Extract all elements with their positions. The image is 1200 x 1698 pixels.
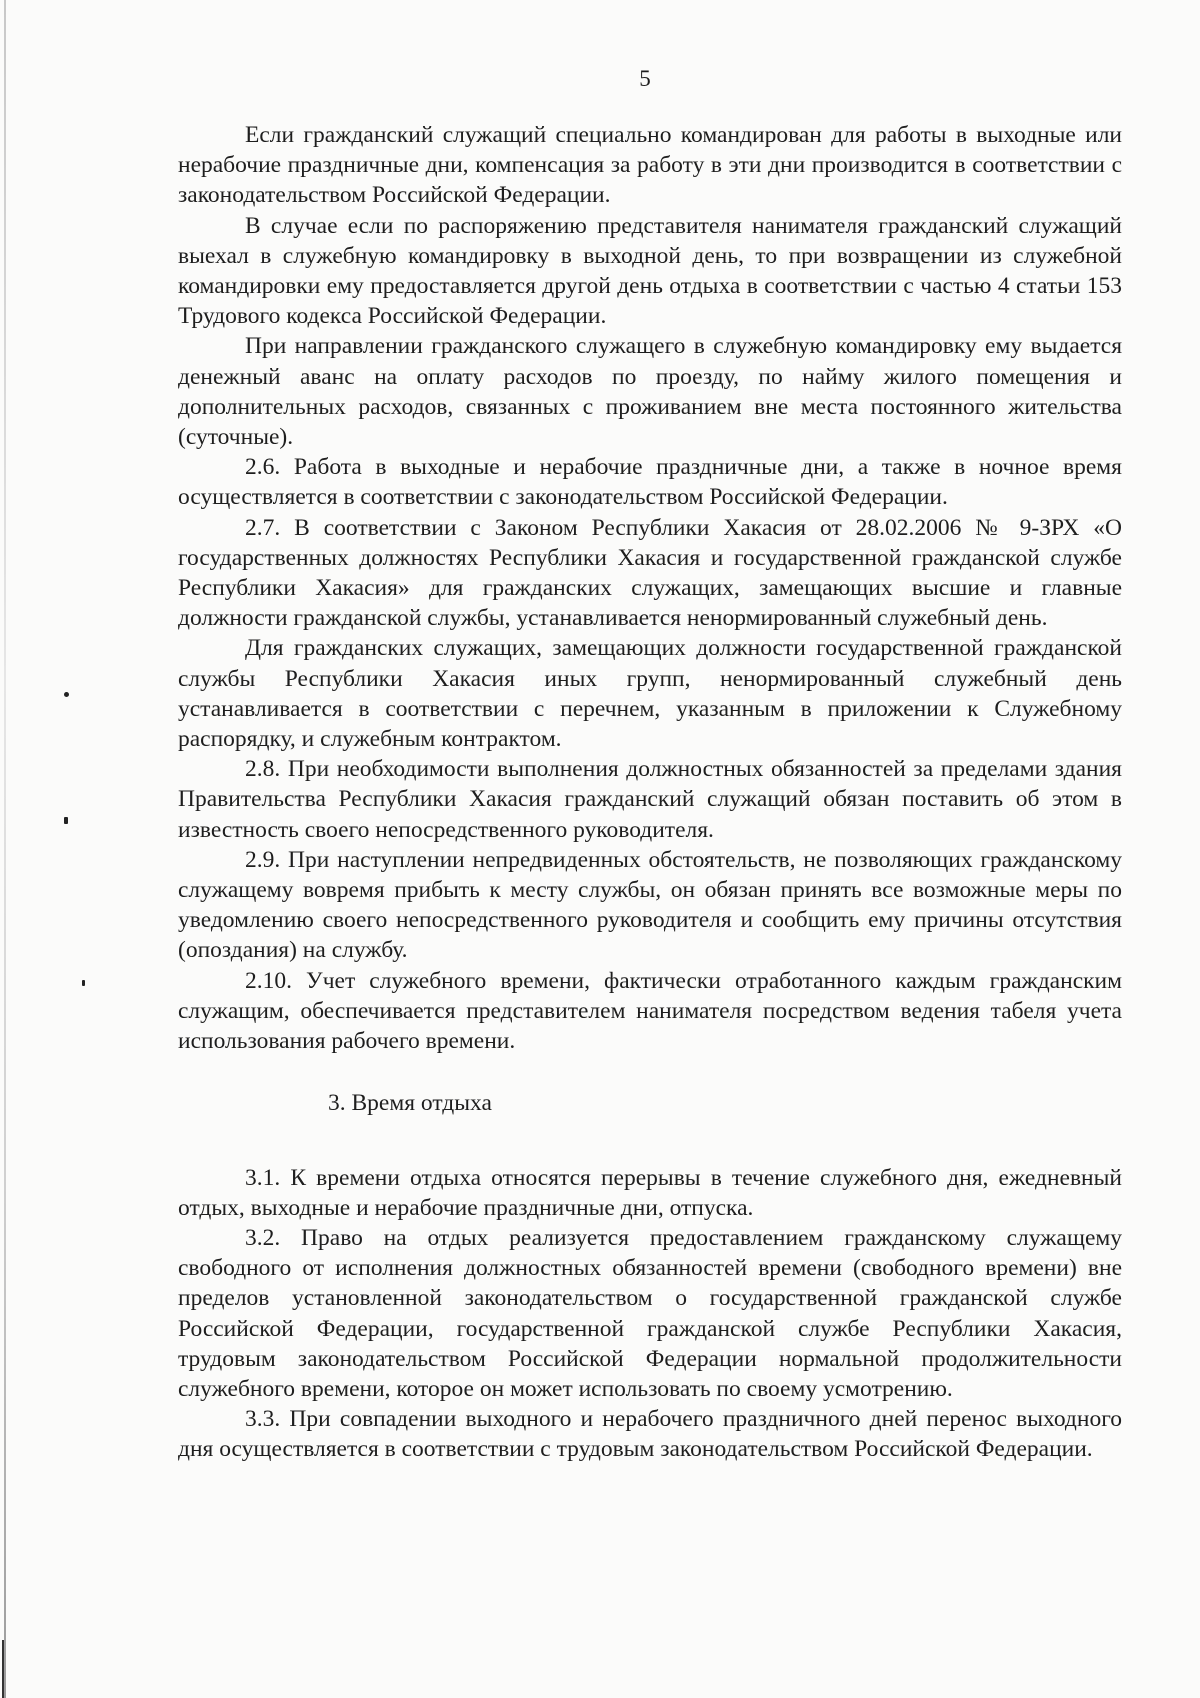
paragraph: 3.1. К времени отдыха относятся перерывы в течение служебного дня, ежедневный отдых, выходные и нерабочие праздничные дни, отпуска. xyxy=(178,1164,1122,1221)
scan-speck xyxy=(82,980,85,986)
page-number: 5 xyxy=(639,66,651,91)
paragraph: В случае если по распоряжению представителя нанимателя гражданский служащий выехал в служебную командировку в выходной день, то при возвращении из служебной командировки ему предоставляется другой день отдыха в соответствии с частью 4 статьи 153 Трудового кодекса Российской Федерации. xyxy=(178,212,1122,330)
scan-mark xyxy=(2,1640,4,1698)
paragraph: Для гражданских служащих, замещающих должности государственной гражданской службы Республики Хакасия иных групп, ненормированный служебный день устанавливается в соответствии с перечнем, указанным в приложении к Служебному распорядку, и служебным контрактом. xyxy=(178,635,1122,753)
paragraph: 3.2. Право на отдых реализуется предоставлением гражданскому служащему свободного от исполнения должностных обязанностей времени (свободного времени) вне пределов установленной законодательством о государственной гражданской службе Российской Федерации, государственной гражданской службе Республики Хакасия, трудовым законодательством Российской Федерации нормальной продолжительности служебного времени, которое он может использовать по своему усмотрению. xyxy=(178,1224,1122,1402)
scan-edge xyxy=(4,0,6,1698)
paragraph: Если гражданский служащий специально командирован для работы в выходные или нерабочие праздничные дни, компенсация за работу в эти дни производится в соответствии с законодательством Российской Федерации. xyxy=(178,122,1122,209)
document-body xyxy=(178,120,1122,1465)
paragraph: 3.3. При совпадении выходного и нерабочего праздничного дней перенос выходного дня осуществляется в соответствии с трудовым законодательством Российской Федерации. xyxy=(178,1406,1122,1463)
scan-speck xyxy=(64,817,68,824)
scan-speck xyxy=(64,692,69,697)
paragraph: 2.7. В соответствии с Законом Республики Хакасия от 28.02.2006 № 9-ЗРХ «О государственных должностях Республики Хакасия и государственной гражданской службе Республики Хакасия» для гражданских служащих, замещающих высшие и главные должности гражданской службы, устанавливается ненормированный служебный день. xyxy=(178,514,1122,632)
paragraph: 2.10. Учет служебного времени, фактически отработанного каждым гражданским служащим, обеспечивается представителем нанимателя посредством ведения табеля учета использования рабочего времени. xyxy=(178,967,1122,1055)
paragraph: 2.9. При наступлении непредвиденных обстоятельств, не позволяющих гражданскому служащему вовремя прибыть к месту службы, он обязан принять все возможные меры по уведомлению своего непосредственного руководителя и сообщить ему причины отсутствия (опоздания) на службу. xyxy=(178,846,1122,964)
section-title: 3. Время отдыха xyxy=(328,1090,492,1117)
paragraph: 2.6. Работа в выходные и нерабочие праздничные дни, а также в ночное время осуществляется в соответствии с законодательством Российской Федерации. xyxy=(178,454,1122,511)
paragraph: При направлении гражданского служащего в служебную командировку ему выдается денежный аванс на оплату расходов по проезду, по найму жилого помещения и дополнительных расходов, связанных с проживанием вне места постоянного жительства (суточные). xyxy=(178,333,1122,451)
paragraph: 2.8. При необходимости выполнения должностных обязанностей за пределами здания Правительства Республики Хакасия гражданский служащий обязан поставить об этом в известность своего непосредственного руководителя. xyxy=(178,756,1122,843)
